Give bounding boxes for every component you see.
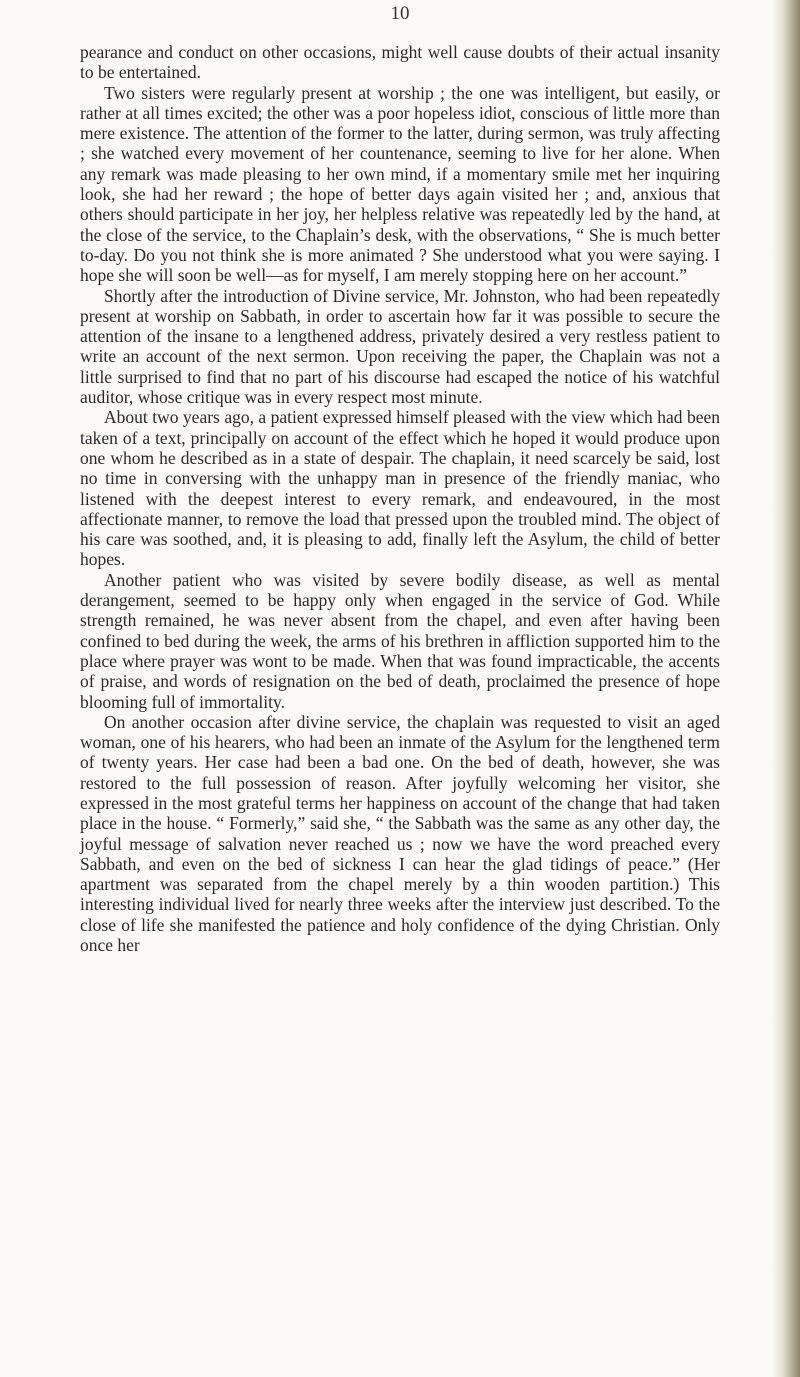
paragraph-5: Another patient who was visited by severe bodily disease, as well as mental derangement, seemed to be happy only when engaged in the service of God. While strength remained, he was never absent from the chapel, and even after having been confined to bed during the week, the arms of his brethren in affliction supported him to the place where prayer was wont to be made. When that was found impracticable, the accents of praise, and words of resignation on the bed of death, proclaimed the presence of hope blooming full of immortality. bbox=[80, 569, 720, 712]
paragraph-1: pearance and conduct on other occasions, might well cause doubts of their actual insanity to be entertained. bbox=[80, 42, 720, 83]
page-number: 10 bbox=[390, 3, 410, 24]
paragraph-3: Shortly after the introduction of Divine service, Mr. Johnston, who had been repeatedly present at worship on Sabbath, in order to ascertain how far it was possible to secure the attention of the insane to a lengthened address, privately desired a very restless patient to write an account of the next sermon. Upon receiving the paper, the Chaplain was not a little surprised to find that no part of his discourse had escaped the notice of his watchful auditor, whose critique was in every respect most minute. bbox=[80, 285, 720, 408]
paragraph-2: Two sisters were regularly present at worship ; the one was intelligent, but easily, or rather at all times excited; the other was a poor hopeless idiot, conscious of little more than mere existence. The attention of the former to the latter, during sermon, was truly affecting ; she watched every movement of her countenance, seeming to live for her alone. When any remark was made pleasing to her own mind, if a momentary smile met her inquiring look, she had her reward ; the hope of better days again visited her ; and, anxious that others should participate in her joy, her helpless relative was repeatedly led by the hand, at the close of the service, to the Chaplain’s desk, with the observations, “ She is much better to-day. Do you not think she is more animated ? She understood what you were saying. I hope she will soon be well—as for myself, I am merely stopping here on her account.” bbox=[80, 82, 720, 286]
paragraph-4: About two years ago, a patient expressed himself pleased with the view which had been taken of a text, principally on account of the effect which he hoped it would produce upon one whom he described as in a state of despair. The chaplain, it need scarcely be said, lost no time in conversing with the unhappy man in presence of the friendly maniac, who listened with the deepest interest to every remark, and endeavoured, in the most affectionate manner, to remove the load that pressed upon the troubled mind. The object of his care was soothed, and, it is pleasing to add, finally left the Asylum, the child of better hopes. bbox=[80, 407, 720, 570]
body-text bbox=[80, 42, 720, 955]
page-edge-shadow bbox=[772, 0, 800, 1377]
paragraph-6: On another occasion after divine service, the chaplain was requested to visit an aged woman, one of his hearers, who had been an inmate of the Asylum for the lengthened term of twenty years. Her case had been a bad one. On the bed of death, however, she was restored to the full possession of reason. After joyfully welcoming her visitor, she expressed in the most grateful terms her happiness on account of the change that had taken place in the house. “ Formerly,” said she, “ the Sabbath was the same as any other day, the joyful message of salvation never reached us ; now we have the word preached every Sabbath, and even on the bed of sickness I can hear the glad tidings of peace.” (Her apartment was separated from the chapel merely by a thin wooden partition.) This interesting individual lived for nearly three weeks after the interview just described. To the close of life she manifested the patience and holy confidence of the dying Christian. Only once her bbox=[80, 711, 720, 956]
